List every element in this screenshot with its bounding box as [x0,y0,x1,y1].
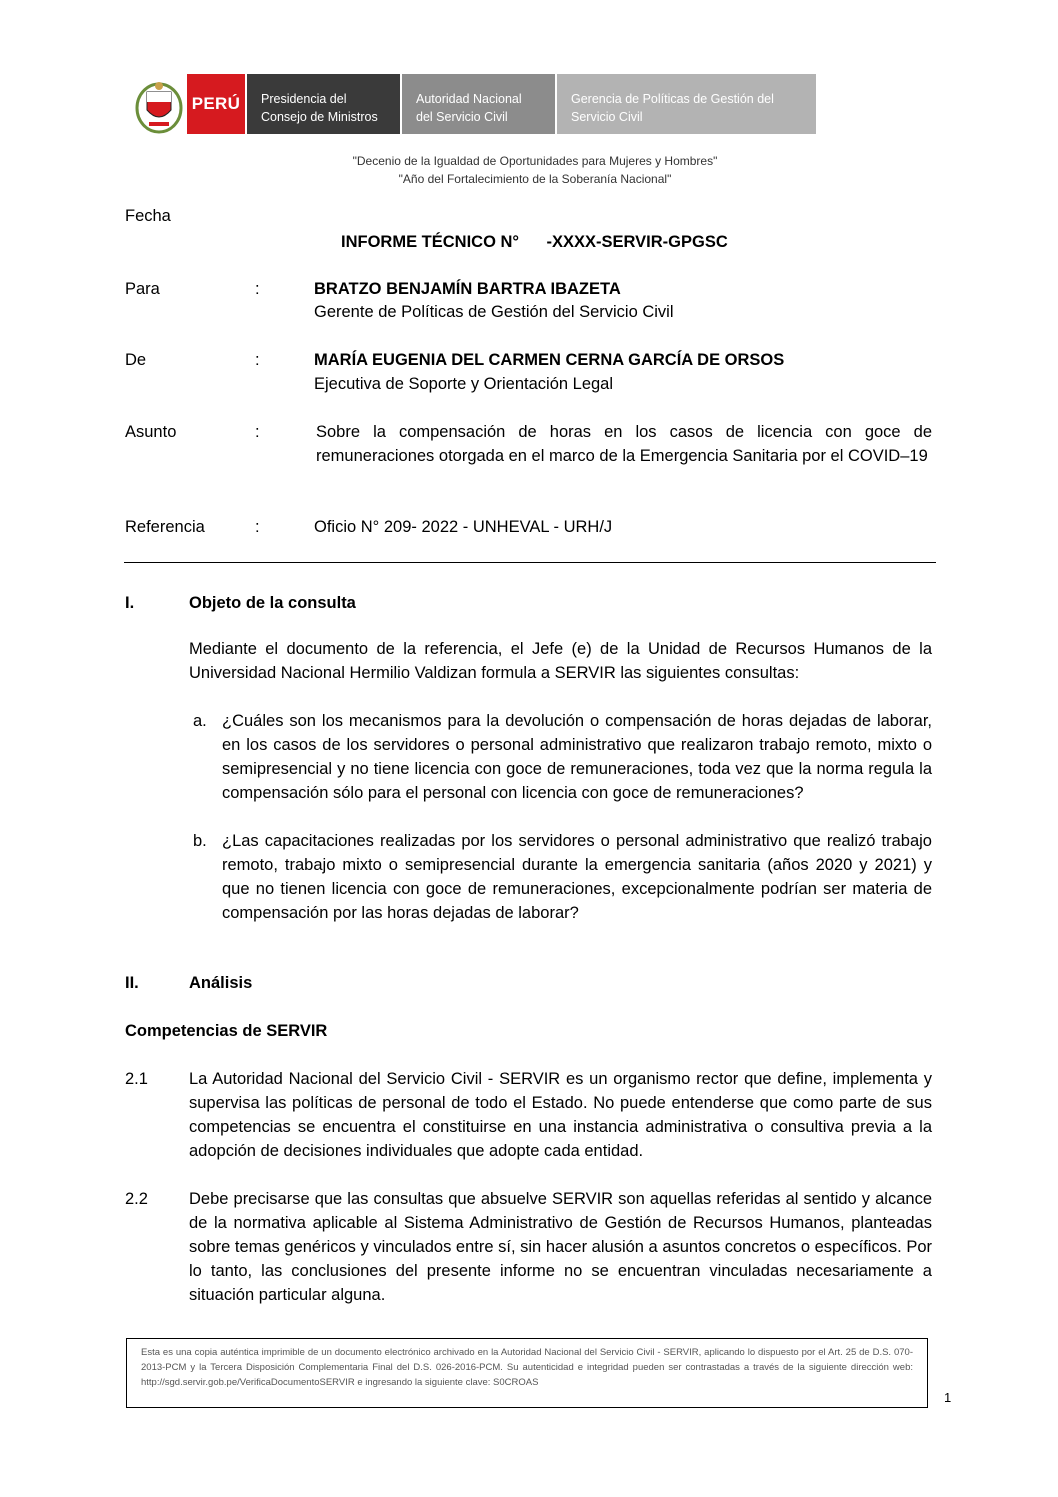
presidencia-box: Presidencia del Consejo de Ministros [247,74,400,134]
para-sep: : [255,280,260,298]
asunto-sep: : [255,423,260,441]
item-a-marker: a. [193,712,207,730]
referencia-sep: : [255,518,260,536]
asunto-label: Asunto [125,423,177,441]
peru-brand-box: PERÚ [187,74,245,134]
item-b-marker: b. [193,832,207,850]
para-2-2-text: Debe precisarse que las consultas que absuelve SERVIR son aquellas referidas al sentido y alcance de la normativa aplicable al Sistema Administrativo de Gestión de Recursos Humanos, planteadas sobre temas genéricos y vinculados entre sí, sin hacer alusión a asuntos concretos o específicos. Por lo tanto, las conclusiones del presente informe no se encuentran vinculadas necesariamente a situación particular alguna. [189,1190,932,1304]
de-label: De [125,351,147,369]
para-2-2-number: 2.2 [125,1190,148,1208]
para-role: Gerente de Políticas de Gestión del Servicio Civil [314,303,674,321]
servir-box: Autoridad Nacional del Servicio Civil [402,74,555,134]
de-name: MARÍA EUGENIA DEL CARMEN CERNA GARCÍA DE ORSOS [314,351,785,369]
item-a-text: ¿Cuáles son los mecanismos para la devolución o compensación de horas dejadas de laborar, en los casos de los servidores o personal administrativo que realizaron trabajo remoto, mixto o semipresencial y no tiene licencia con goce de remuneraciones, toda vez que la norma regula la compensación sólo para el personal con licencia con goce de remuneraciones? [222,712,932,802]
para-2-1-number: 2.1 [125,1070,148,1088]
section1-number: I. [125,594,135,612]
para-name: BRATZO BENJAMÍN BARTRA IBAZETA [314,280,621,298]
divider [124,562,936,563]
section2-subheading: Competencias de SERVIR [125,1022,328,1040]
referencia-text: Oficio N° 209- 2022 - UNHEVAL - URH/J [314,518,613,536]
section2-number: II. [125,974,139,992]
fecha-label: Fecha [125,207,171,225]
section1-title: Objeto de la consulta [189,594,356,612]
page-number: 1 [944,1390,952,1405]
report-title: INFORME TÉCNICO N° -XXXX-SERVIR-GPGSC [341,233,728,251]
gerencia-box: Gerencia de Políticas de Gestión del Servicio Civil [557,74,816,134]
authenticity-notice: Esta es una copia auténtica imprimible de un documento electrónico archivado en la Autoridad Nacional del Servicio Civil - SERVIR, aplicando lo dispuesto por el Art. 25 de D.S. 070-2013-PCM y la Tercera Disposición Complementaria Final del D.S. 026-2016-PCM. Su autenticidad e integridad pueden ser contrastadas a través de la siguiente dirección web: http://sgd.servir.gob.pe/VerificaDocumentoSERVIR e ingresando la siguiente clave: S0CROAS [126,1338,928,1408]
para-2-1-text: La Autoridad Nacional del Servicio Civil - SERVIR es un organismo rector que define, implementa y supervisa las políticas de personal de todo el Estado. No puede entenderse que como parte de sus competencias se encuentra el constituirse en una instancia administrativa o consultiva previa a la adopción de decisiones individuales que adopte cada entidad. [189,1070,932,1160]
para-label: Para [125,280,160,298]
section1-intro: Mediante el documento de la referencia, el Jefe (e) de la Unidad de Recursos Humanos de la Universidad Nacional Hermilio Valdizan formula a SERVIR las siguientes consultas: [189,640,932,682]
referencia-label: Referencia [125,518,205,536]
de-sep: : [255,351,260,369]
item-b-text: ¿Las capacitaciones realizadas por los servidores o personal administrativo que realizó trabajo remoto, trabajo mixto o semipresencial durante la emergencia sanitaria (años 2020 y 2021) y que no tienen licencia con goce de remuneraciones, excepcionalmente podrían ser materia de compensación por las horas dejadas de laborar? [222,832,932,922]
section2-title: Análisis [189,974,253,992]
asunto-text: Sobre la compensación de horas en los casos de licencia con goce de remuneraciones otorgada en el marco de la Emergencia Sanitaria por el COVID–19 [316,423,932,465]
mottos: "Decenio de la Igualdad de Oportunidades para Mujeres y Hombres" "Año del Fortalecimiento de la Soberanía Nacional" [352,154,718,186]
peru-coat-of-arms-logo [131,78,187,134]
de-role: Ejecutiva de Soporte y Orientación Legal [314,375,614,393]
